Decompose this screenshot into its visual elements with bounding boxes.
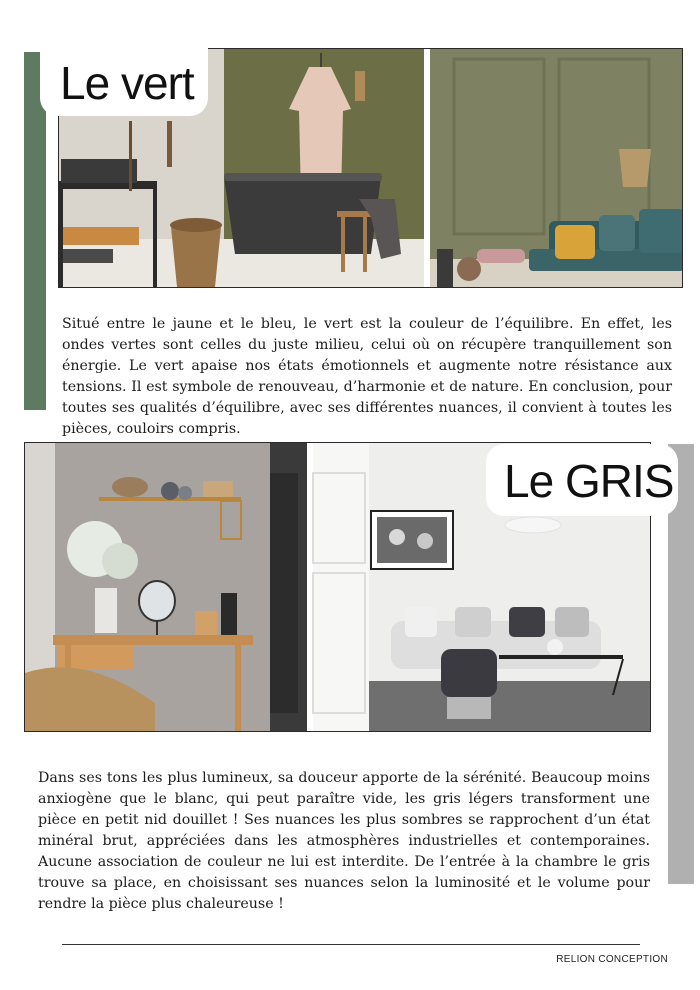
- section-title-green-text: Le vert: [60, 57, 194, 109]
- section-title-grey: [486, 444, 678, 516]
- section-title-grey-text: Le GRIS: [504, 455, 674, 507]
- green-description-paragraph: Situé entre le jaune et le bleu, le vert est la couleur de l’équilibre. En effet, les ondes vertes sont celles du juste milieu, celui où on récupère tranquillement son énergie. Le vert apaise nos états émotionnels et augmente notre résistance aux tensions. Il est symbole de renouveau, d’harmonie et de nature. En conclusion, pour toutes ses qualités d’équilibre, avec ses différentes nuances, il convient à toutes les pièces, couloirs compris.: [62, 316, 672, 437]
- section-title-green: [40, 48, 208, 116]
- grey-description-paragraph: Dans ses tons les plus lumineux, sa douceur apporte de la sérénité. Beaucoup moins anxiogène que le blanc, qui peut paraître vide, les gris légers transforment une pièce en petit nid douillet ! Ses nuances les plus sombres se rapprochent d’un état minéral brut, appréciées dans les atmosphères industrielles et contemporaines. Aucune association de couleur ne lui est interdite. De l’entrée à la chambre le gris trouve sa place, en choisissant ses nuances selon la luminosité et le volume pour rendre la pièce plus chaleureuse !: [38, 770, 650, 912]
- footer-divider: [62, 944, 640, 945]
- footer-brand-label: RELION CONCEPTION: [556, 954, 668, 965]
